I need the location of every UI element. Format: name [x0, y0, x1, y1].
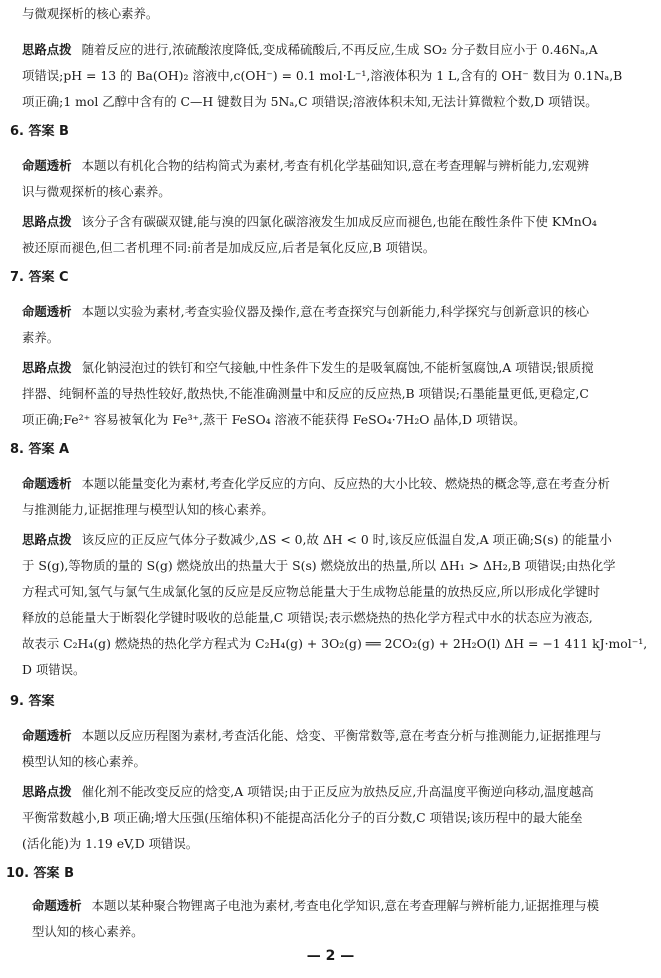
text-line: (活化能)为 1.19 eV,D 项错误。 — [22, 836, 199, 851]
section-label: 命题透析 — [22, 476, 72, 491]
paragraph-text: 氯化钠浸泡过的铁钉和空气接触,中性条件下发生的是吸氧腐蚀,不能析氢腐蚀,A 项错误;银质搅 — [81, 360, 594, 375]
section-label: 思路点拨 — [22, 42, 72, 57]
text-line — [0, 532, 661, 548]
text-line: 识与微观探析的核心素养。 — [22, 184, 171, 199]
section-label: 思路点拨 — [22, 784, 72, 799]
section-label: 命题透析 — [22, 158, 72, 173]
section-label: 命题透析 — [32, 898, 82, 913]
text-line: 项正确;Fe²⁺ 容易被氧化为 Fe³⁺,蒸干 FeSO₄ 溶液不能获得 FeSO₄·7H₂O 晶体,D 项错误。 — [22, 412, 526, 427]
text-line: 平衡常数越小,B 项正确;增大压强(压缩体积)不能提高活化分子的百分数,C 项错误;该历程中的最大能垒 — [22, 810, 583, 825]
section-label: 命题透析 — [22, 304, 72, 319]
text-line: 方程式可知,氢气与氯气生成氯化氢的反应是反应物总能量大于生成物总能量的放热反应,所以形成化学键时 — [22, 584, 600, 599]
text-line — [0, 784, 661, 800]
text-line — [0, 728, 661, 744]
text-line — [0, 158, 661, 174]
text-line: 于 S(g),等物质的量的 S(g) 燃烧放出的热量大于 S(s) 燃烧放出的热量,所以 ΔH₁ > ΔH₂,B 项错误;由热化学 — [22, 558, 616, 573]
text-line: 被还原而褪色,但二者机理不同:前者是加成反应,后者是氧化反应,B 项错误。 — [22, 240, 436, 255]
text-line: 与推测能力,证据推理与模型认知的核心素养。 — [22, 502, 274, 517]
paragraph-text: 本题以能量变化为素材,考查化学反应的方向、反应热的大小比较、燃烧热的概念等,意在考查分析 — [81, 476, 610, 491]
text-line: 型认知的核心素养。 — [32, 924, 144, 939]
text-line: 项正确;1 mol 乙醇中含有的 C—H 键数目为 5Nₐ,C 项错误;溶液体积未知,无法计算微粒个数,D 项错误。 — [22, 94, 598, 109]
text-line: 项错误;pH = 13 的 Ba(OH)₂ 溶液中,c(OH⁻) = 0.1 mol·L⁻¹,溶液体积为 1 L,含有的 OH⁻ 数目为 0.1Nₐ,B — [22, 68, 623, 83]
paragraph-text: 本题以某种聚合物锂离子电池为素材,考查电化学知识,意在考查理解与辨析能力,证据推理与模 — [91, 898, 600, 913]
text-line — [0, 898, 661, 914]
paragraph-text: 随着反应的进行,浓硫酸浓度降低,变成稀硫酸后,不再反应,生成 SO₂ 分子数目应小于 0.46Nₐ,A — [81, 42, 598, 57]
text-line: 释放的总能量大于断裂化学键时吸收的总能量,C 项错误;表示燃烧热的热化学方程式中水的状态应为液态, — [22, 610, 593, 625]
paragraph-text: 催化剂不能改变反应的焓变,A 项错误;由于正反应为放热反应,升高温度平衡逆向移动,温度越高 — [81, 784, 594, 799]
text-line: 模型认知的核心素养。 — [22, 754, 146, 769]
text-line — [0, 360, 661, 376]
answer-heading: 8. 答案 A — [10, 442, 70, 457]
section-label: 思路点拨 — [22, 214, 72, 229]
text-line: 故表示 C₂H₄(g) 燃烧热的热化学方程式为 C₂H₄(g) + 3O₂(g) ══ 2CO₂(g) + 2H₂O(l) ΔH = −1 411 kJ·mol⁻¹, — [22, 636, 648, 651]
answer-heading: 10. 答案 B — [6, 866, 74, 881]
paragraph-text: 本题以实验为素材,考查实验仪器及操作,意在考查探究与创新能力,科学探究与创新意识的核心 — [81, 304, 590, 319]
text-line — [0, 304, 661, 320]
text-line: 拌器、纯铜杯盖的导热性较好,散热快,不能准确测量中和反应的反应热,B 项错误;石墨能量更低,更稳定,C — [22, 386, 589, 401]
paragraph-text: 本题以反应历程图为素材,考查活化能、焓变、平衡常数等,意在考查分析与推测能力,证据推理与 — [81, 728, 602, 743]
answer-heading: 7. 答案 C — [10, 270, 69, 285]
text-line — [0, 476, 661, 492]
answer-heading: 6. 答案 B — [10, 124, 69, 139]
section-label: 思路点拨 — [22, 360, 72, 375]
text-line — [0, 214, 661, 230]
text-line: 与微观探析的核心素养。 — [22, 6, 159, 21]
section-label: 思路点拨 — [22, 532, 72, 547]
text-line: D 项错误。 — [22, 662, 86, 677]
section-label: 命题透析 — [22, 728, 72, 743]
paragraph-text: 该分子含有碳碳双键,能与溴的四氯化碳溶液发生加成反应而褪色,也能在酸性条件下使 KMnO₄ — [81, 214, 597, 229]
page-number: — 2 — — [306, 948, 355, 964]
text-line — [0, 42, 661, 58]
answer-heading: 9. 答案 — [10, 694, 55, 709]
paragraph-text: 本题以有机化合物的结构简式为素材,考查有机化学基础知识,意在考查理解与辨析能力,宏观辨 — [81, 158, 590, 173]
text-line: 素养。 — [22, 330, 60, 345]
paragraph-text: 该反应的正反应气体分子数减少,ΔS < 0,故 ΔH < 0 时,该反应低温自发,A 项正确;S(s) 的能量小 — [81, 532, 612, 547]
